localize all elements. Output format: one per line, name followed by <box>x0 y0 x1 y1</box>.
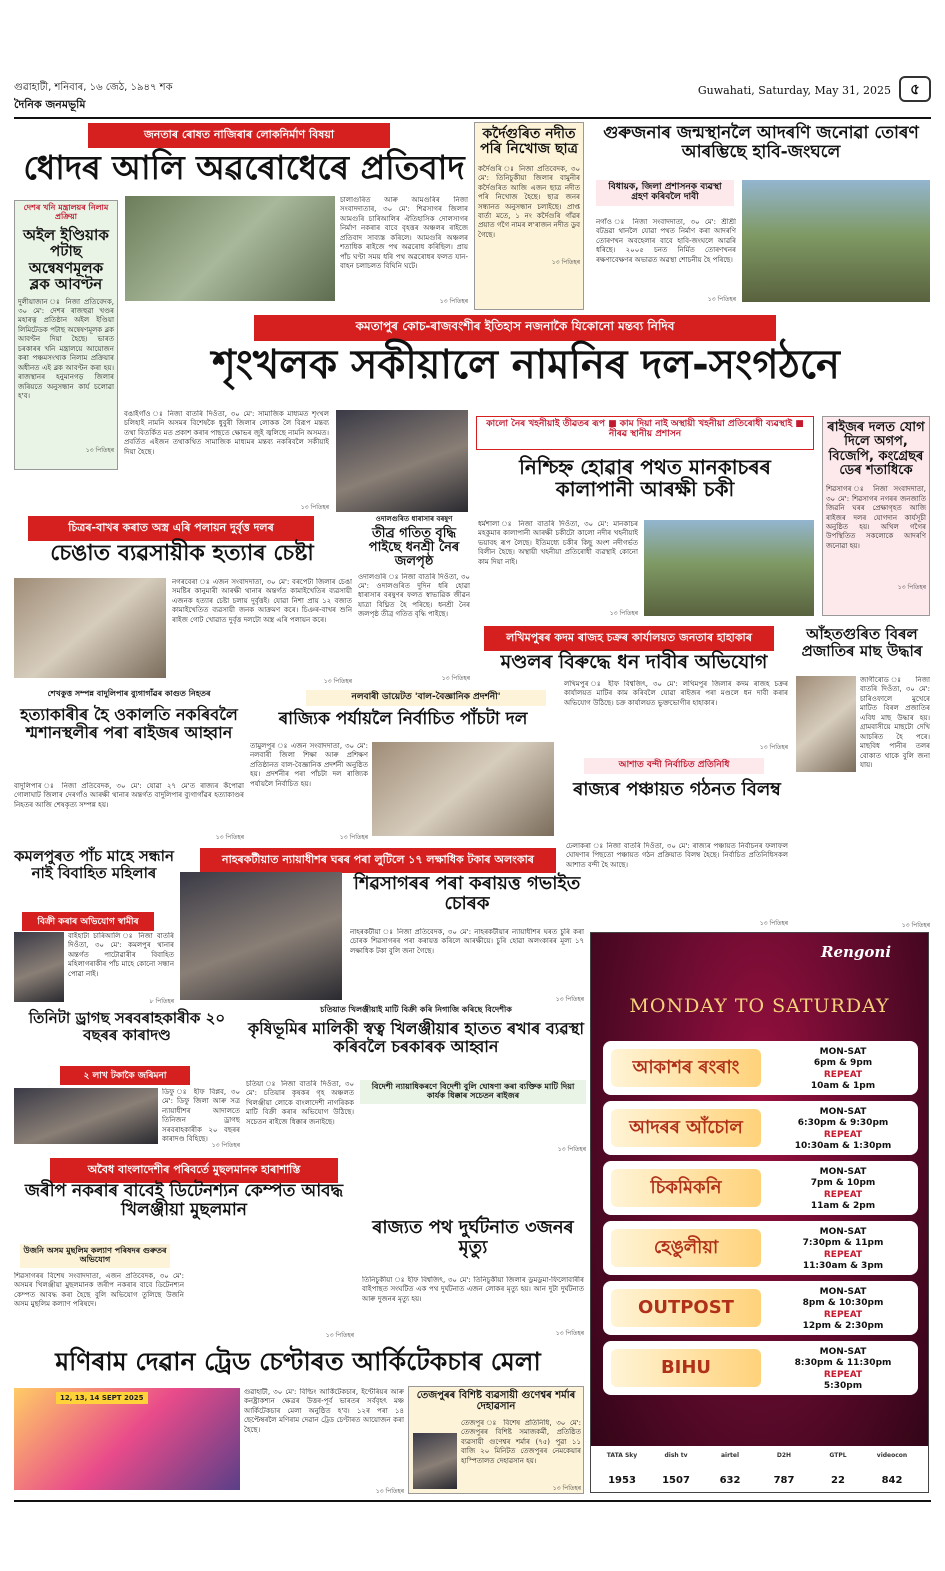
science-body: তামুলপুৰ ঃ এজন সংবাদদাতা, ৩০ মে': নলবাৰী জিলা শিক্ষা আৰু প্ৰশিক্ষণ প্ৰতিষ্ঠানত বাল-বৈজ্ঞানিক প্ৰদৰ্শনী অনুষ্ঠিত হয়। প্ৰদৰ্শনীৰ পৰা পাঁচটা দল ৰাজ্যিক পৰ্যায়লৈ নিৰ্বাচিত হয়। <box>250 742 368 788</box>
show-time: 8:30pm & 11:30pm <box>794 1358 892 1369</box>
gurujana-subhead: বিধায়ক, জিলা প্ৰশাসনক ব্যৱস্থা গ্ৰহণ কৰিবলৈ দাবী <box>596 180 734 206</box>
show-schedule <box>773 1347 913 1392</box>
lawyer-sig: ১৩ পিতিহৰ <box>215 834 244 841</box>
fish-river-story <box>358 516 470 686</box>
detention-sig: ১৩ পিতিহৰ <box>325 1332 354 1339</box>
repeat-time: 12pm & 2:30pm <box>802 1320 884 1331</box>
portrait-photo <box>336 410 468 512</box>
show-time: 7:30pm & 11pm <box>802 1238 884 1249</box>
repeat-time: 10:30am & 1:30pm <box>794 1140 892 1151</box>
jewel-kicker: নাহৰকটীয়াত ন্যায়াধীশৰ ঘৰৰ পৰা লুটিলে ১৭ লক্ষাধিক টকাৰ অলংকাৰ <box>200 848 556 873</box>
khoorni-kicker: কালো নৈৰ খহনীয়াই তীৱতৰ ৰূপ ■ কাম দিয়া নাই অস্থায়ী খহনীয়া প্ৰতিৰোধী ব্যৱস্থাই ■ নীৰৱ স্থানীয় প্ৰশাসন <box>486 419 804 439</box>
header-rule <box>14 117 931 119</box>
show-row <box>603 1221 918 1275</box>
show-days: MON-SAT <box>819 1227 867 1237</box>
sivasagar-join-story <box>822 416 930 616</box>
sivasagar-join-headline: ৰাইজৰ দলত যোগ দিলে অগপ, বিজেপি, কংগ্ৰেছৰ ডেৰ শতাধিকে <box>827 420 925 478</box>
kamatapur-kicker: কমতাপুৰ কোচ-ৰাজবংশীৰ ইতিহাস নজনাকৈ যিকোনো মন্তব্য নিদিব <box>254 315 776 341</box>
repeat-time: 11am & 2pm <box>810 1200 876 1211</box>
channel-dishtv: dish tv 1507 <box>662 1452 690 1486</box>
tezpur-sig: ১৩ পিতিহৰ <box>552 1485 581 1492</box>
mandal-sig: ১৩ পিতিহৰ <box>759 744 788 751</box>
page-header <box>14 74 931 114</box>
arrest-photo <box>180 872 342 1000</box>
show-row <box>603 1101 918 1155</box>
accident-sig: ১৩ পিতিহৰ <box>555 1330 584 1337</box>
repeat-time: 11:30am & 3pm <box>802 1260 884 1271</box>
attack-kicker: চিত্ৰৰ-বাখৰ কৰাত অস্ত্ৰ এৰি পলায়ন দুৰ্বৃত্ত দলৰ <box>28 516 314 541</box>
dhodar-body: চালাগুৰিত আৰু আমগুৰিৰ নিজা সংবাদদাতাৰ, ৩০ মে': শিৱসাগৰ জিলাৰ আমগুৰি চাৰিআলিৰ ঐতিহাসিক দোলসাগৰ নিৰ্মাণ নকৰাৰ বাবে বৃহত্তৰ অঞ্চলৰ ৰাইজে প্ৰতিবাদ সাব্যস্ত কৰিলে। আমগুৰি অঞ্চলৰ শতাধিক ৰাইজে পথ অৱৰোধ কৰিছিল। প্ৰায় পাঁচ ঘণ্টা সময় ধৰি পথ অৱৰোধৰ ফলত যান-বাহন চলাচলত বিঘিনি ঘটে। <box>340 196 468 271</box>
show-days: MON-SAT <box>819 1167 867 1177</box>
show-time: 8pm & 10:30pm <box>802 1298 884 1309</box>
attack-body: নগৰবেৰা ঃ এজন সংবাদদাতা, ৩০ মে': বৰপেটা জিলাৰ চেঙা সমষ্টিৰ কানুমাৰী আৰক্ষী থানাৰ অন্তৰ্গত কামাইখেতিৰ ব্যৱসায়ী এজনক হত্যাৰ চেষ্টা চলায় দুৰ্বৃত্তই। যোৱা নিশা প্ৰায় ১২ বজাত কামাইখেতিত ব্যৱসায়ী জনক আক্ৰমণ কৰে। চিঞৰ-বাখৰ শুনি ৰাইজ গোট খোৱাত দুৰ্বৃত্ত দলটো অস্ত্ৰ এৰি পলায়ন কৰে। <box>172 578 352 624</box>
show-logo: OUTPOST <box>611 1289 761 1327</box>
fish-river-body: ওদালগুৰি ঃ নিজা বাতৰি দিওঁতা, ৩০ মে': ওদালগুৰিত দুদিন ধৰি হোৱা ধাৰাসাৰ বৰষুণৰ ফলত স্বাভাৱিক জীৱন যাত্ৰা বিঘ্নিত হৈ পৰিছে। ধনশ্ৰী নৈৰ জলপৃষ্ঠ তীব্ৰ গতিত বৃদ্ধি পাইছে। <box>358 572 470 619</box>
kamatapur-sig: ১৩ পিতিহৰ <box>300 504 329 511</box>
dhodar-kicker: জনতাৰ ৰোষত নাজিৰাৰ লোকনিৰ্মাণ বিষয়া <box>88 123 390 148</box>
repeat-label: REPEAT <box>823 1069 863 1080</box>
kamalpur-body: বাইহাটা চাৰিআলি ঃ নিজা বাতৰি দিওঁতা, ৩০ মে': কমলপুৰ থানাৰ অন্তৰ্গত পাটোৱাৰীৰ বিবাহিত মহিলাগৰাকীৰ পাঁচ মাহে কোনো সন্ধান পোৱা নাই। <box>68 932 174 978</box>
repeat-time: 10am & 1pm <box>810 1080 876 1091</box>
show-time: 6:30pm & 9:30pm <box>797 1118 889 1129</box>
panchayat-sig: ১৩ পিতিহৰ <box>759 920 788 927</box>
jewel-body: নাহৰকটীয়া ঃ নিজা প্ৰতিবেদক, ৩০ মে': নাহৰকটীয়াৰ ন্যায়াধীশৰ ঘৰত চুৰি কৰা চোৰক শিৱসাগৰৰ পৰা কৰায়ত্ত কৰিলে আৰক্ষীয়ে। চুৰি হোৱা অলংকাৰৰ মূল্য ১৭ লক্ষাধিক টকা বুলি জনা গৈছে। <box>350 928 584 955</box>
mandal-body: লখিমপুৰ ঃ হীফ বিশ্বজিৎ, ৩০ মে': লখিমপুৰ জিলাৰ কদম ৰাজহ চক্ৰৰ কাৰ্যালয়ত মাটিৰ কাম কৰিবলৈ যোৱা ৰাইজৰ পৰা মণ্ডলে ধন দাবী কৰাৰ অভিযোগ উঠিছে। চক্ৰ কাৰ্যালয়ত ভুক্তভোগীৰ হাহাকাৰ। <box>564 680 788 707</box>
show-days: MON-SAT <box>819 1347 867 1357</box>
repeat-label: REPEAT <box>823 1309 863 1320</box>
khoorni-sig: ১৩ পিতিহৰ <box>609 610 638 617</box>
fish-photo <box>796 676 856 772</box>
mandal-headline: মণ্ডলৰ বিৰুদ্ধে ধন দাবীৰ অভিযোগ <box>500 651 768 673</box>
show-row <box>603 1281 918 1335</box>
show-time: 7pm & 10pm <box>810 1178 876 1189</box>
farmland-headline: কৃষিভূমিৰ মালিকী স্বত্ব খিলঞ্জীয়াৰ হাতত ৰখাৰ ব্যৱস্থা কৰিবলৈ চৰকাৰক আহ্বান <box>247 1019 584 1056</box>
show-schedule <box>773 1107 913 1152</box>
show-schedule <box>773 1167 913 1212</box>
rare-fish-headline: আঁহতগুৰিত বিৰল প্ৰজাতিৰ মাছ উদ্ধাৰ <box>801 625 923 660</box>
farmland-body: চতিয়া ঃ নিজা বাতৰি দিওঁতা, ৩০ মে': চতিয়াৰ কৃষকৰ গৃহ অঞ্চলত খিলঞ্জীয়া লোকে বাংলাদেশী নাগৰিকক মাটি বিক্ৰী কৰাৰ অভিযোগ উঠিছে। সচেতন ৰাইজে ধিক্কাৰ জনাইছে। <box>246 1080 354 1126</box>
gurujana-body: নগাঁও ঃ নিজা সংবাদদাতা, ৩০ মে': শ্ৰীশ্ৰী বটদ্ৰৱা থানলৈ যোৱা পথত নিৰ্মাণ কৰা আদৰণি তোৰণখন অবহেলাৰ বাবে হাবি-জংঘলে আৱৰি ধৰিছে। ২০০৫ চনত নিৰ্মিত তোৰণখনৰ ৰক্ষণাবেক্ষণৰ অভাৱত অৱস্থা শোচনীয় হৈ পৰিছে। <box>596 218 736 264</box>
gurujana-headline: গুৰুজনাৰ জন্মস্থানলৈ আদৰণি জনোৱা তোৰণ আৰম্ভিছে হাবি-জংঘলে <box>603 123 919 162</box>
expo-photo <box>14 1388 240 1490</box>
rengoni-logo: Rengoni <box>821 943 892 961</box>
show-logo: আকাশৰ ৰংৰাং <box>611 1049 761 1087</box>
obituary-photo <box>413 1433 457 1489</box>
protest-photo <box>125 196 335 301</box>
channel-strip <box>591 1446 928 1492</box>
sivasagar-join-body: শিৱসাগৰ ঃ নিজা সংবাদদাতা, ৩০ মে': শিৱসাগৰ নগৰৰ জনজাতি জিৱনি ঘৰৰ প্ৰেক্ষাগৃহত আজি ৰাইজৰ দলৰ যোগদান কাৰ্যসূচী অনুষ্ঠিত হয়। অখিল গগৈৰ উপস্থিতিত সকলোকে আদৰণি জনোৱা হয়। <box>826 485 926 550</box>
science-sig: ১৩ পিতিহৰ <box>339 834 368 841</box>
missing-headline: কৰ্দৈগুৰিত নদীত পৰি নিখোজ ছাত্ৰ <box>480 126 578 158</box>
detention-subhead: উজনি অসম মুছলিম কল্যাণ পৰিষদৰ গুৰুতৰ অভিযোগ <box>20 1244 170 1268</box>
maniram-body: গুৱাহাটী, ৩০ মে': বিল্ডিং আৰ্কিটেকচাৰ, ইণ্টেৰিয়ৰ আৰু কনষ্ট্ৰাকশ্যন ক্ষেত্ৰৰ উত্তৰ-পূৰ্ব ভাৰতৰ সৰ্ববৃহৎ মঞ্চ আৰ্কিটেকচাৰ মেলা অনুষ্ঠিত হ'ব। ১২ৰ পৰা ১৪ ছেপ্টেম্বৰলৈ মণিৰাম দেৱান ট্ৰেড চেণ্টাৰত আয়োজন কৰা হৈছে। <box>244 1388 404 1434</box>
channel-tatasky: TATA Sky 1953 <box>606 1452 638 1486</box>
show-logo: চিকমিকনি <box>611 1169 761 1207</box>
channel-d2h: D2H 787 <box>773 1452 795 1486</box>
drug-body: ডিফু ঃ হীফ বিপ্লব, ৩০ মে': ডিফু জিলা আৰু সত্ৰ ন্যায়াধীশৰ আদালতে তিনিজন ড্ৰাগছ সৰবৰাহকাৰীক ২০ বছৰৰ কাৰাদণ্ড বিহিছে। <box>162 1088 240 1142</box>
jewel-headline: শিৱসাগৰৰ পৰা কৰায়ত্ত গভাইত চোৰক <box>353 873 581 914</box>
attack-sig: ১৩ পিতিহৰ <box>323 678 352 685</box>
show-row <box>603 1161 918 1215</box>
mine-kicker: দেশৰ খনি মন্ত্ৰালয়ৰ নিলাম প্ৰক্ৰিয়া <box>23 203 109 221</box>
kamalpur-headline: কমলপুৰত পাঁচ মাহে সন্ধান নাই বিবাহিত মহিলাৰ <box>14 847 174 882</box>
show-time: 6pm & 9pm <box>813 1058 873 1069</box>
fish-river-kicker: ওদালগুৰিত ধাৰাসাৰ বৰষুণ <box>375 515 453 523</box>
show-row <box>603 1041 918 1095</box>
ad-title: MONDAY TO SATURDAY <box>629 995 890 1017</box>
kamatapur-body: বঙাইগাঁও ঃ নিজা বাতৰি দিওঁতা, ৩০ মে': সামাজিক মাধ্যমত শৃংখল চলিহাই নামনি অসমৰ বিশেষকৈ ধুবুৰী জিলাৰ লোকক লৈ বিরূপ মন্তব্য তথা বিতৰ্কিত মত প্ৰকাশ কৰাৰ পাছতে ক্ষোভৰ জুই জ্বলিছে নামনি অসমত। প্ৰবৰ্তিত এইজন তথাকথিত সামাজিক মাধ্যমৰ মন্তব্য নকৰিবলৈ সকীয়াই দিয়া হৈছে। <box>124 410 329 456</box>
science-photo <box>372 742 554 836</box>
maniram-sig: ১৩ পিতিহৰ <box>375 1488 404 1495</box>
detention-kicker: অবৈধ বাংলাদেশীৰ পৰিবৰ্তে মুছলমানক হাৰাশাস্তি <box>50 1158 338 1183</box>
convicts-photo <box>14 1088 158 1144</box>
mine-story <box>14 200 118 470</box>
science-headline: ৰাজ্যিক পৰ্যায়লৈ নিৰ্বাচিত পাঁচটা দল <box>278 709 528 729</box>
show-logo: BIHU <box>611 1349 761 1387</box>
show-schedule <box>773 1047 913 1092</box>
missing-sig: ১৩ পিতিহৰ <box>551 258 580 266</box>
detention-body-cont <box>188 1244 354 1330</box>
rare-fish-sig: ১৩ পিতিহৰ <box>901 922 930 929</box>
gurujana-sig: ১৩ পিতিহৰ <box>707 296 736 303</box>
panchayat-kicker: আশাত বন্দী নিৰ্বাচিত প্ৰতিনিধি <box>584 758 764 774</box>
fish-river-sig: ১৩ পিতিহৰ <box>441 674 470 682</box>
missing-body: কৰ্দৈগুৰি ঃ নিজা প্ৰতিবেদক, ৩০ মে': তিনিচুকীয়া জিলাৰ বামুনীৰ কৰ্দৈগুৰিত আজি এজন ছাত্ৰ নদীত পৰি নিখোজ হৈছে। ছাত্ৰ জনৰ সন্ধানত অনুসন্ধান চলাইছে। প্ৰাপ্ত বাৰ্তা মতে, ১ নং কৰ্দৈগুৰি গাঁৱৰ প্ৰয়াত গগৈ নামৰ ল'ৰাজন নদীত ডুব গৈছে। <box>478 164 580 239</box>
expo-date-badge: 12, 13, 14 SEPT 2025 <box>56 1392 148 1404</box>
masthead: দৈনিক জনমভূমি <box>14 98 86 111</box>
repeat-label: REPEAT <box>823 1129 863 1140</box>
repeat-label: REPEAT <box>823 1249 863 1260</box>
show-schedule <box>773 1227 913 1272</box>
tezpur-headline: তেজপুৰৰ বিশিষ্ট ব্যৱসায়ী গুণেশ্বৰ শৰ্মাৰ দেহাৱসান <box>416 1390 576 1412</box>
footer-rule <box>14 1500 931 1502</box>
jewel-sig: ১৩ পিতিহৰ <box>555 996 584 1003</box>
gate-photo <box>742 180 930 302</box>
mine-sig: ১৩ পিতিহৰ <box>85 446 114 454</box>
kamalpur-kicker: বিক্ৰী কৰাৰ অভিযোগ স্বামীৰ <box>22 912 154 931</box>
rare-fish-body-cont <box>796 776 930 916</box>
detention-body: শিৱসাগৰৰ বিশেষ সংবাদদাতা, এজন প্ৰতিবেদক, ৩০ মে': অসমৰ খিলঞ্জীয়া মুছলমানক জৰীপ নকৰাৰ বাবে ডিটেনশ্যন কেম্পত আবদ্ধ কৰা হৈছে বুলি অভিযোগ তুলিছে উজনি অসম মুছলিম কল্যাণ পৰিষদে। <box>14 1272 184 1309</box>
show-schedule <box>773 1287 913 1332</box>
dhodar-sig: ১৩ পিতিহৰ <box>439 298 468 305</box>
drug-sig: ১৩ পিতিহৰ <box>211 1142 240 1149</box>
fish-river-headline: তীব্ৰ গতিত বৃদ্ধি পাইছে ধনশ্ৰী নৈৰ জলপৃষ্ঠ <box>368 525 460 570</box>
show-days: MON-SAT <box>819 1287 867 1297</box>
mine-headline: অইল ইণ্ডিয়াক পটাছ অন্বেষণমূলক ব্লক আবণ্টন <box>23 225 109 294</box>
rengoni-advertisement <box>590 932 929 1493</box>
rare-fish-body: জাগীৰোড ঃ নিজা বাতৰি দিওঁতা, ৩০ মে': চাৰিওফালে মুখেৰে মাটিত বিৰল প্ৰজাতিৰ এবিধ মাছ উদ্ধাৰ হয়। গ্ৰামবাসীয়ে মাছটো দেখি আচৰিত হৈ পৰে। মাছবিধ পানীৰ তলৰ বোকাত থাকে বুলি জনা যায়। <box>860 676 930 769</box>
farmland-subhead: বিদেশী ন্যায়াধিকৰণে বিদেশী বুলি ঘোষণা কৰা ব্যক্তিক মাটি দিয়া কাৰ্যক ধিক্কাৰ সচেতন ৰাইজৰ <box>360 1080 586 1104</box>
page-number: ৫ <box>899 76 931 102</box>
sivasagar-join-sig: ১৩ পিতিহৰ <box>897 584 926 592</box>
attack-photo <box>14 578 166 678</box>
drug-kicker: ২ লাখ টকাকৈ জৰিমনা <box>60 1066 190 1085</box>
khoorni-kicker-box <box>476 416 814 450</box>
panchayat-headline: ৰাজ্যৰ পঞ্চায়ত গঠনত বিলম্ব <box>573 779 781 800</box>
dhodar-headline: ধোদৰ আলি অৱৰোধেৰে প্ৰতিবাদ <box>23 148 465 187</box>
lawyer-kicker: শেখকুত্ত সম্পন্ন বাদুলিপাৰ ব্যুগাগাঁৱৰ কাগুত নিহতৰ <box>47 689 211 698</box>
lawyer-body: বাদুলিপাৰ ঃ নিজা প্ৰতিবেদক, ৩০ মে': যোৱা ২৭ মে'ত ৰাজ্যৰ কঁপোৱা গোলাঘাট জিলাৰ দেৰগাঁও আৰক্ষী থানাৰ অন্তৰ্গত বাদুলিপাৰ ব্যুগাগাঁৱৰ হত্যাকাণ্ডৰ নিহতৰ আজি শেষকৃত্য সম্পন্ন হয়। <box>14 782 244 809</box>
channel-gtpl: GTPL 22 <box>829 1452 847 1486</box>
farmland-body-cont <box>360 1104 586 1144</box>
date-line-assamese: গুৱাহাটী, শনিবাৰ, ১৬ জেঠ, ১৯৪৭ শক <box>14 82 173 93</box>
khoorni-headline: নিশ্চিহ্ন হোৱাৰ পথত মানকাচৰৰ কালাপানী আৰক্ষী চকী <box>519 455 771 501</box>
science-kicker: নলবাৰী ডায়েটত 'বাল-বৈজ্ঞানিক প্ৰদৰ্শনী' <box>306 690 546 706</box>
show-days: MON-SAT <box>819 1107 867 1117</box>
lawyer-headline: হত্যাকাৰীৰ হৈ ওকালতি নকৰিবলৈ শ্মশানস্থলীৰ পৰা ৰাইজৰ আহ্বান <box>20 705 238 742</box>
show-logo: আদৰৰ আঁচোল <box>611 1109 761 1147</box>
kamatapur-headline: শৃংখলক সকীয়ালে নামনিৰ দল-সংগঠনে <box>212 342 840 388</box>
accident-headline: ৰাজ্যত পথ দুৰ্ঘটনাত ৩জনৰ মৃত্যু <box>372 1217 574 1258</box>
police-post-photo <box>644 520 814 616</box>
detention-headline: জৰীপ নকৰাৰ বাবেই ডিটেনশ্যন কেম্পত আবদ্ধ খিলঞ্জীয়া মুছলমান <box>24 1181 344 1220</box>
date-line-english: Guwahati, Saturday, May 31, 2025 <box>697 84 891 97</box>
repeat-label: REPEAT <box>823 1189 863 1200</box>
woman-photo <box>14 932 64 1002</box>
repeat-time: 5:30pm <box>823 1380 863 1391</box>
panchayat-body: ঢেলাকৰা ঃ নিজা বাতৰি দিওঁতা, ৩০ মে': ৰাজ্যৰ পঞ্চায়ত নিৰ্বাচনৰ ফলাফল ঘোষণাৰ পিছতো পঞ্চায়ত গঠন প্ৰক্ৰিয়াত বিলম্ব হৈছে। নিৰ্বাচিত প্ৰতিনিধিসকল আশাত বন্দী হৈ আছে। <box>566 842 788 869</box>
tezpur-body: তেজপুৰ ঃ বিশেষ প্ৰতিনিধি, ৩০ মে': তেজপুৰৰ বিশিষ্ট সমাজকৰ্মী, প্ৰতিষ্ঠিত ব্যৱসায়ী গুণেশ্বৰ শৰ্মাৰ (৭৫) পুৱা ১১ বাজি ২০ মিনিটত তেজপুৰৰ নেমকেয়াৰ হাস্পিতালত দেহাৱসান হয়। <box>461 1419 581 1465</box>
maniram-headline: মণিৰাম দেৱান ট্ৰেড চেণ্টাৰত আৰ্কিটেকচাৰ মেলা <box>55 1347 541 1376</box>
mandal-kicker: লখিমপুৰৰ কদম ৰাজহ চক্ৰৰ কাৰ্যালয়ত জনতাৰ হাহাকাৰ <box>484 626 774 651</box>
drug-headline: তিনিটা ড্ৰাগছ সৰবৰাহকাৰীক ২০ বছৰৰ কাৰাদণ্ড <box>28 1009 226 1044</box>
kamalpur-sig: ৮ পিতিহৰ <box>149 998 174 1005</box>
accident-body: তিনিচুকীয়া ঃ হীফ বিশ্বজিৎ, ৩০ মে': তিনিচুকীয়া জিলাৰ ডুমডুমা-ফিলোবাৰীৰ বাইপাছত সংঘটিত এক পথ দুৰ্ঘটনাত এজন লোকৰ মৃত্যু হয়। আন দুটা দুৰ্ঘটনাত আৰু দুজনৰ মৃত্যু হয়। <box>362 1276 584 1303</box>
repeat-label: REPEAT <box>823 1369 863 1380</box>
show-days: MON-SAT <box>819 1047 867 1057</box>
show-row <box>603 1341 918 1395</box>
farmland-kicker: চতিয়াত খিলঞ্জীয়াই মাটি বিক্ৰী কৰি নিগাজি কৰিছে বিদেশীক <box>320 1005 512 1014</box>
channel-airtel: airtel 632 <box>719 1452 741 1486</box>
show-logo: হেঙুলীয়া <box>611 1229 761 1267</box>
attack-headline: চেঙাত ব্যৱসায়ীক হত্যাৰ চেষ্টা <box>50 541 314 566</box>
tezpur-story <box>408 1386 584 1494</box>
mine-body: দুলীয়াজান ঃ নিজা প্ৰতিবেদক, ৩০ মে': দেশৰ ৰাজহুৱা খণ্ডৰ মহাৰত্ন প্ৰতিষ্ঠান অইল ইণ্ডিয়া লিমিটেডক পটাছ অন্বেষণমূলক ব্লক আবণ্টন দিয়া হৈছে। ভাৰত চৰকাৰৰ খনি মন্ত্ৰালয়ে আয়োজন কৰা পঞ্চমসংখ্যক নিলাম প্ৰক্ৰিয়াৰ অধীনত এই ব্লক আবণ্টন কৰা হয়। ৰাজস্থানৰ হনুমানগড় জিলাৰ জৰিয়তে অনুসন্ধান কাৰ্য চলোৱা হ'ব। <box>18 297 114 400</box>
missing-story <box>474 122 584 310</box>
farmland-sig: ১৩ পিতিহৰ <box>557 1146 586 1153</box>
khoorni-body: ধৰ্মশালা ঃ নিজা বাতৰি দিওঁতা, ৩০ মে': মানকাচৰ মহকুমাৰ কালাপানী আৰক্ষী চকীটো কালো নদীৰ খহনীয়াই ভয়াবহ ৰূপ লৈছে। ইতিমধ্যে চকীৰ কিছু অংশ নদীগৰ্ভত বিলীন হৈছে। অস্থায়ী খহনীয়া প্ৰতিৰোধী ব্যৱস্থাই কোনো কাম দিয়া নাই। <box>478 520 638 566</box>
channel-videocon: videocon 842 <box>876 1452 908 1486</box>
